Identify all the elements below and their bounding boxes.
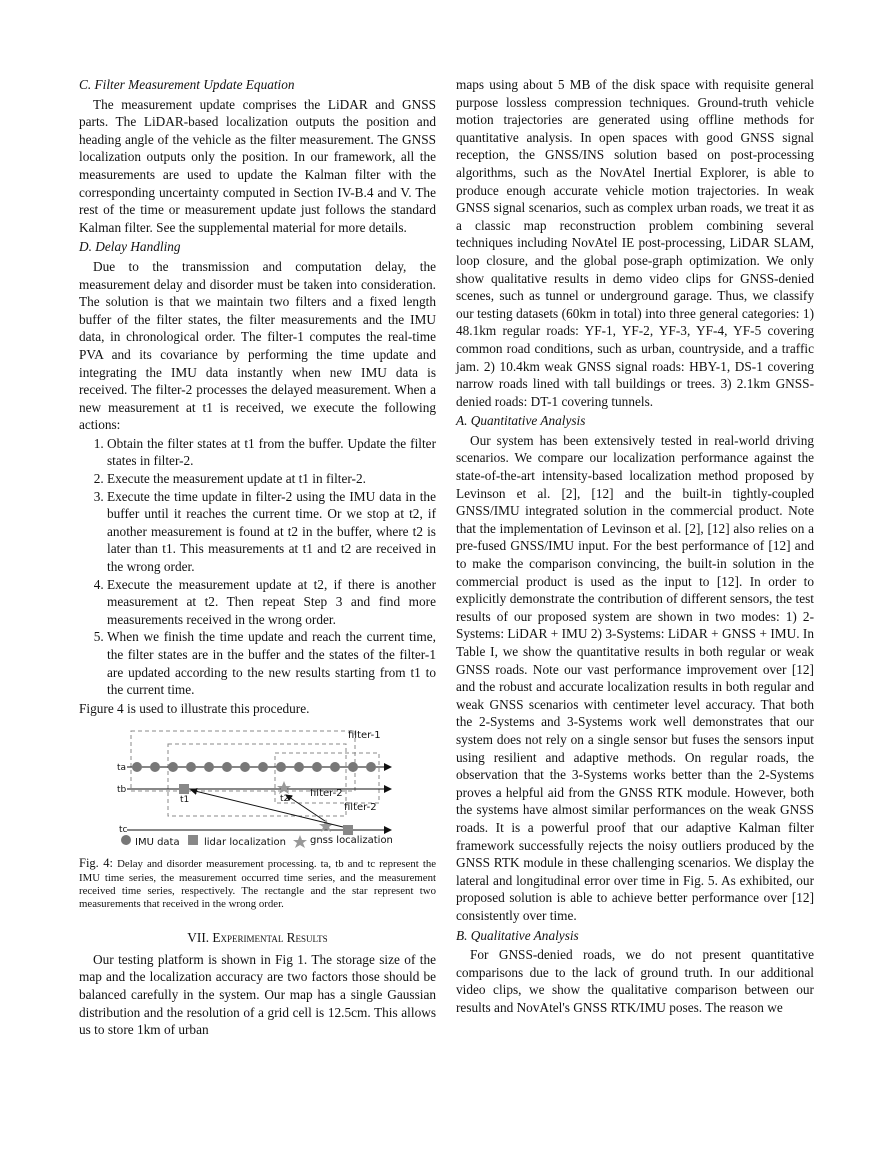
list-item: 3. Execute the time update in filter-2 using the IMU data in the buffer until it reaches the current time. Or we stop at t2, if another measurement is found at t2 in the buffer, where t2 is later than t1. This measurements at t1 and t2 are received in the wrong order.	[107, 488, 436, 576]
caption-text: Delay and disorder measurement processing. ta, tb and tc represent the IMU time series, the measurement occurred time series, and the measurement received time series, respectively. The rectangle and the star represent two measurements that received in the wrong order.	[79, 858, 437, 910]
legend-imu-label: IMU data	[135, 837, 180, 849]
left-column	[79, 76, 436, 1039]
section-d-heading: D. Delay Handling	[79, 239, 181, 255]
ta-label: ta	[117, 763, 127, 774]
section-a-heading: A. Quantitative Analysis	[456, 413, 586, 429]
section-7-number: VII.	[187, 930, 210, 946]
section-d-paragraph: Due to the transmission and computation delay, the measurement delay and disorder must be taken into consideration. The solution is that we maintain two filters and a fixed length buffer of the filter states, the filter measurements and the IMU data, in chronological order. The filter-1 computes the real-time PVA and its covariance by performing the time update and integrating the IMU data instantly when new IMU data is received. The filter-2 processes the delayed measurement. When a new measurement at t1 is received, we execute the following actions:	[79, 258, 436, 433]
section-a-paragraph: Our system has been extensively tested in real-world driving scenarios. We compare our localization performance against the state-of-the-art intensity-based localization method proposed by Levinson et al. [2], [12] and the built-in tightly-coupled GNSS/IMU integrated solution in the commercial product. Note that the implementation of Levinson et al. [2], [12] also relies on a pre-fused GNSS/IMU input. For the best performance of [12] and to make the comparison convincing, the built-in solution in the commercial product is used as the input to [12]. In order to explicitly demonstrate the contribution of different sensors, the test results of our proposed system are shown in two modes: 1) 2-Systems: LiDAR + IMU 2) 3-Systems: LiDAR + GNSS + IMU. In Table I, we show the quantitative results in both regular or weak GNSS roads. Note our vast performance improvement over [12] and the robust and accurate localization results in both regular and weak GNSS scenarios with centimeter level accuracy. That both the 2-Systems and 3-Systems work well demonstrates that our system does not rely on a single sensor but fuses the sensors input using resilient and adaptive methods. On regular roads, the observation that the 3-Systems works better than the 2-Systems proves a helpful aid from the GNSS RTK module. However, both the systems have almost similar performances on the weak GNSS roads. It is a powerful proof that our adaptive Kalman filter framework successfully rejects the noisy outliers produced by the GNSS RTK module in these challenging scenarios. We display the lateral and longitudinal error over time in Fig. 5. As exhibited, our proposed solution is able to achieve better performance over [12] consistently over time.	[456, 432, 814, 923]
t1-label: t1	[180, 795, 190, 806]
section-7-paragraph: Our testing platform is shown in Fig 1. The storage size of the map and the localization accuracy are two factors those should be balanced carefully in the system. Our map has a single Gaussian distribution and the resolution of a grid cell is 12.5cm. This allows us to store 1km of urban	[79, 951, 436, 1038]
filter-1-label: filter-1	[348, 730, 381, 742]
right-paragraph-1: maps using about 5 MB of the disk space with requisite general purpose lossless compression techniques. Ground-truth vehicle motion trajectories are generated using offline methods for quantitative analysis. In open spaces with good GNSS signal reception, the GNSS/INS solution based on post-processing algorithms, such as the NovAtel Inertial Explorer, is able to produce enough accurate vehicle motion trajectories. In weak GNSS signal scenarios, such as complex urban roads, we treat it as a classic map reconstruction problem combining several techniques including NovAtel IE post-processing, LiDAR SLAM, loop closure, and the global pose-graph optimization. We only show qualitative results in demo video clips for GNSS-denied scenes, such as tunnel or underground garage. Thus, we classify our testing datasets (60km in total) into three general categories: 1) 48.1km regular roads: YF-1, YF-2, YF-3, YF-4, YF-5 covering common road conditions, such as urban, countryside, and a traffic jam. 2) 10.4km weak GNSS signal roads: HBY-1, DS-1 covering narrow roads lined with tall buildings or trees. 3) 2.1km GNSS-denied roads: DT-1 covering tunnels.	[456, 77, 814, 409]
figure-intro: Figure 4 is used to illustrate this procedure.	[79, 700, 310, 716]
t2-label: t2	[280, 794, 290, 805]
section-7-heading	[79, 929, 436, 947]
filter-2-label-outer: filter-2	[344, 802, 377, 814]
list-item: 5. When we finish the time update and reach the current time, the filter states are in the buffer and the states of the filter-1 are updated according to the new results starting from t1 to the current time.	[107, 628, 436, 698]
filter-2-label-inner: filter-2	[310, 788, 343, 800]
legend-lidar-label: lidar localization	[204, 837, 286, 849]
legend-gnss-star	[293, 835, 307, 848]
filter-2-box-outer	[168, 744, 346, 816]
tb-label: tb	[117, 785, 127, 796]
figure-caption	[79, 857, 436, 911]
legend-lidar-square	[188, 835, 198, 845]
filter-1-box	[131, 731, 355, 791]
delay-steps-list	[79, 435, 436, 699]
section-b-heading: B. Qualitative Analysis	[456, 927, 579, 943]
list-item: 2. Execute the measurement update at t1 in filter-2.	[107, 470, 436, 488]
section-7-title: Experimental Results	[212, 930, 328, 946]
legend-gnss-label: gnss localization	[310, 835, 393, 847]
figure-4	[79, 727, 436, 853]
section-b-paragraph: For GNSS-denied roads, we do not present quantitative comparisons due to the lack of ground truth. In our additional video clips, we show the qualitative comparison between our results and NovAtel's GNSS RTK/IMU poses. The reason we	[456, 947, 814, 1015]
caption-label: Fig. 4:	[79, 856, 114, 871]
tc-label: tc	[119, 825, 128, 836]
list-item: 4. Execute the measurement update at t2, if there is another measurement at t2. Then repeat Step 3 and find more measurements received in the wrong order.	[107, 576, 436, 629]
list-item: 1. Obtain the filter states at t1 from the buffer. Update the filter states in filter-2.	[107, 435, 436, 470]
right-column	[456, 76, 814, 1016]
section-c-heading: C. Filter Measurement Update Equation	[79, 77, 295, 92]
section-c-paragraph: The measurement update comprises the LiDAR and GNSS parts. The LiDAR-based localization outputs the position and heading angle of the vehicle as the filter measurement. The GNSS localization outputs only the position. In our framework, all the measurements are used to update the Kalman filter with the corresponding uncertainty computed in Section IV-B.4 and V. The rest of the time or measurement update just follows the standard Kalman filter. See the supplemental material for more details.	[79, 96, 436, 235]
